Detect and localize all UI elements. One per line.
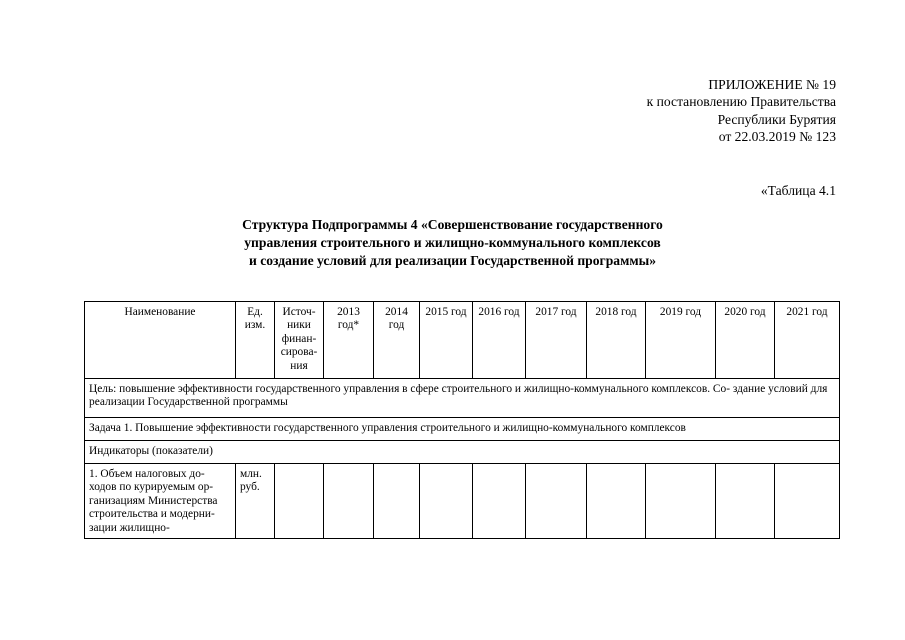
header-unit: Ед. изм. <box>236 302 275 379</box>
subprogram-structure-table <box>84 301 840 539</box>
header-2020: 2020 год <box>716 302 775 379</box>
row1-2019-cell <box>646 464 716 539</box>
row1-2016-cell <box>473 464 526 539</box>
title-line-3: и создание условий для реализации Государственной программы» <box>248 253 657 269</box>
row1-2014-cell <box>374 464 420 539</box>
row1-unit-cell: млн. руб. <box>236 464 275 539</box>
header-2016: 2016 год <box>473 302 526 379</box>
goal-cell: Цель: повышение эффективности государственного управления в сфере строительного и жилищно-коммунального комплексов. Со- здание условий для реализации Государственной программы <box>85 379 840 418</box>
header-2017: 2017 год <box>526 302 587 379</box>
table-row <box>85 441 840 464</box>
row1-source-cell <box>275 464 324 539</box>
appendix-republic-line: Республики Бурятия <box>717 111 836 127</box>
table-header-row <box>85 302 840 379</box>
header-2015: 2015 год <box>420 302 473 379</box>
title-line-2: управления строительного и жилищно-коммунального комплексов <box>244 235 661 251</box>
row1-2013-cell <box>324 464 374 539</box>
row1-2015-cell <box>420 464 473 539</box>
header-source: Источ- ники финан- сирова- ния <box>275 302 324 379</box>
header-2013: 2013 год* <box>324 302 374 379</box>
row1-2018-cell <box>587 464 646 539</box>
table-reference: «Таблица 4.1 <box>760 183 836 198</box>
document-title <box>0 216 905 271</box>
appendix-ref-line: к постановлению Правительства <box>646 94 836 110</box>
row1-2021-cell <box>775 464 840 539</box>
appendix-number: ПРИЛОЖЕНИЕ № 19 <box>708 77 836 92</box>
table-row <box>85 464 840 539</box>
header-2019: 2019 год <box>646 302 716 379</box>
header-2014: 2014 год <box>374 302 420 379</box>
task-cell: Задача 1. Повышение эффективности государственного управления строительного и жилищно-коммунального комплексов <box>85 418 840 441</box>
title-line-1: Структура Подпрограммы 4 «Совершенствование государственного <box>242 217 663 232</box>
appendix-date-line: от 22.03.2019 № 123 <box>718 129 836 145</box>
row1-name-cell: 1. Объем налоговых до- ходов по курируемым ор- ганизациям Министерства строительства и модерни- зации жилищно- <box>85 464 236 539</box>
row1-2020-cell <box>716 464 775 539</box>
header-2021: 2021 год <box>775 302 840 379</box>
appendix-block <box>647 76 836 146</box>
header-name: Наименование <box>85 302 236 379</box>
header-2018: 2018 год <box>587 302 646 379</box>
indicators-cell: Индикаторы (показатели) <box>85 441 840 464</box>
table-row <box>85 418 840 441</box>
table-row <box>85 379 840 418</box>
row1-2017-cell <box>526 464 587 539</box>
